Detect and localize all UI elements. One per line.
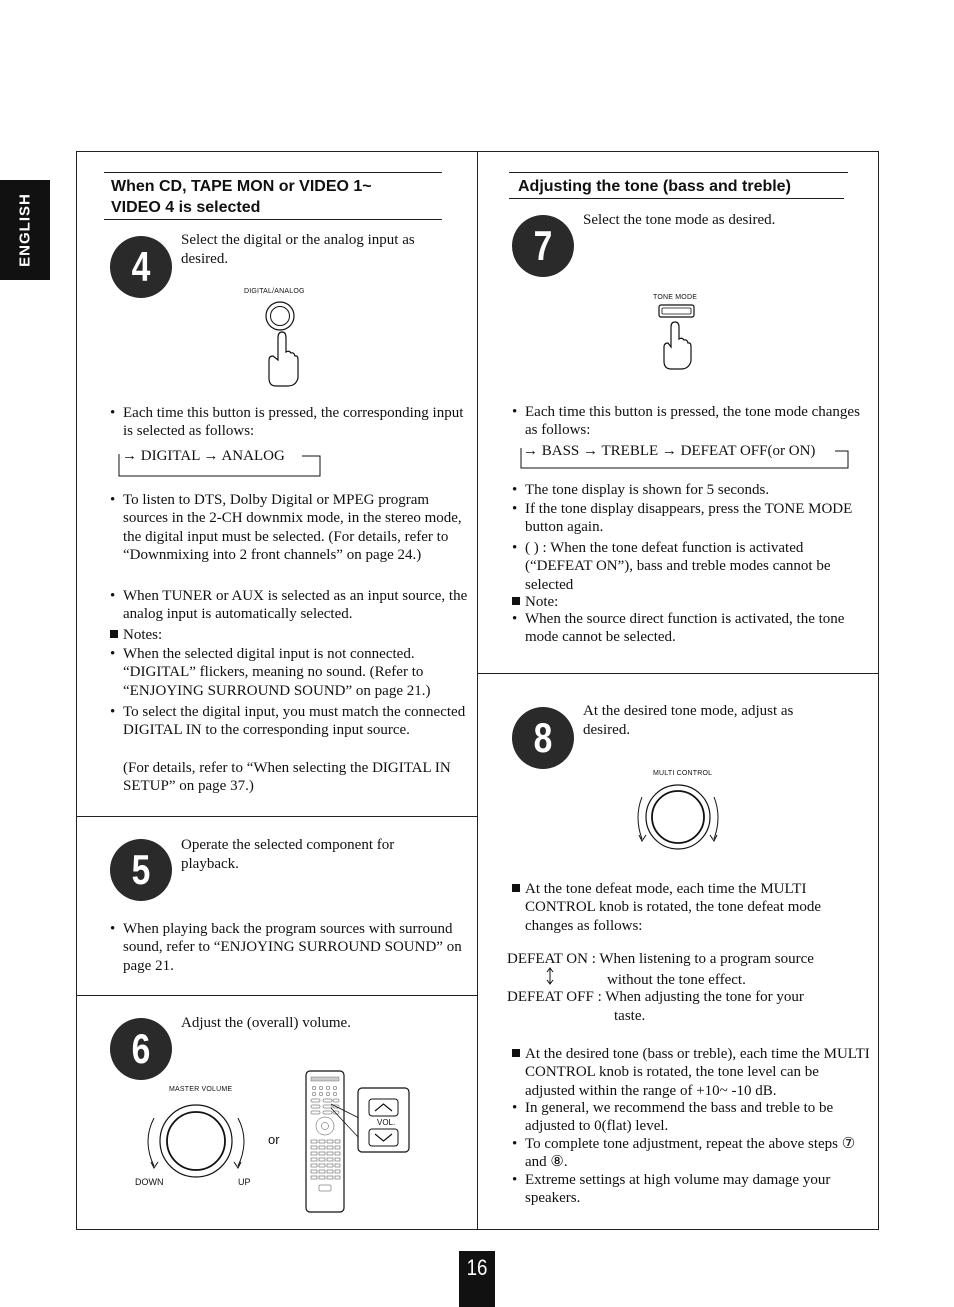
multi-control-knob-inner [652,791,704,843]
step-8-bullet-1: • In general, we recommend the bass and treble to be adjusted to 0(flat) level. [512,1099,870,1136]
step-4-bullet-3: • When TUNER or AUX is selected as an input source, the analog input is automatically selected. [110,587,468,624]
up-label: UP [238,1177,251,1187]
up-arrow-icon [234,1162,241,1168]
ccw-arrow-arc [638,797,642,839]
section-heading-left [111,176,451,218]
tone-mode-sequence: → BASS → TREBLE → DEFEAT OFF(or ON) [523,443,816,459]
defeat-off-text: DEFEAT OFF : When adjusting the tone for your [507,989,804,1005]
heading-line-1: When CD, TAPE MON or VIDEO 1~ [111,178,372,195]
master-volume-knob-illustration [140,1096,250,1186]
step-6-badge: 6 [110,1018,172,1080]
volume-down-button [369,1129,398,1146]
master-volume-knob-inner [167,1112,225,1170]
divider-step4-step5 [77,816,477,817]
defeat-off-continued: taste. [614,1008,646,1024]
cw-arrow-arc [714,797,718,839]
language-tab-label: ENGLISH [16,193,34,267]
digital-analog-button-inner [271,307,290,326]
note-2-continued: (For details, refer to “When selecting the DIGITAL IN SETUP” on page 37.) [123,760,451,795]
digital-analog-label: DIGITAL/ANALOG [244,288,305,295]
step-5-instruction: Operate the selected component for playback. [181,837,395,872]
section-heading-right: Adjusting the tone (bass and treble) [518,178,791,195]
step-5-bullet-1: • When playing back the program sources with surround sound, refer to “ENJOYING SURROUND SOUND” on page 21. [110,920,473,975]
step-7-bullet-1: • Each time this button is pressed, the tone mode changes as follows: [512,403,870,440]
down-arrow-icon [151,1162,158,1168]
step-7-instruction: Select the tone mode as desired. [583,212,776,228]
ccw-arrow-icon [639,835,646,841]
divider-step7-step8 [478,673,878,674]
or-label: or [268,1132,280,1147]
hand-pointer-icon [664,322,691,369]
step-7-note-1: • When the source direct function is activated, the tone mode cannot be selected. [512,610,870,647]
note-label: Note: [512,593,870,611]
right-heading-rule-bottom [509,198,844,199]
volume-up-button [369,1099,398,1116]
multi-control-knob-illustration [632,779,724,855]
step-8-bullet-3: • Extreme settings at high volume may damage your speakers. [512,1171,870,1208]
column-divider [477,151,478,1230]
note-1: • When the selected digital input is not connected. “DIGITAL” flickers, meaning no sound. (Refer to “ENJOYING SURROUND SOUND” on page 21.) [110,645,468,700]
down-label: DOWN [135,1177,164,1187]
heading-rule-top [104,172,442,173]
vol-label: VOL. [377,1118,396,1127]
notes-label: Notes: [110,626,468,644]
page-number-box [459,1251,495,1307]
step-8-bullet-2: • To complete tone adjustment, repeat the above steps ⑦ and ⑧. [512,1135,875,1172]
master-volume-label: MASTER VOLUME [169,1086,233,1093]
heading-rule-bottom [104,219,442,220]
defeat-on-text: DEFEAT ON : When listening to a program source [507,951,814,967]
divider-step5-step6 [77,995,477,996]
step-5-badge: 5 [110,839,172,901]
tone-mode-label: TONE MODE [653,294,698,301]
defeat-on-continued: without the tone effect. [607,972,746,988]
step-7-bullet-3: • If the tone display disappears, press the TONE MODE button again. [512,500,870,537]
step-4-instruction: Select the digital or the analog input as desired. [181,232,415,267]
heading-line-2: VIDEO 4 is selected [111,199,261,216]
up-down-arrow-icon [545,967,555,985]
step-7-bullet-4: • ( ) : When the tone defeat function is activated (“DEFEAT ON”), bass and treble modes cannot be selected [512,539,870,594]
right-heading-rule-top [509,172,848,173]
step-8-badge: 8 [512,707,574,769]
step-8-instruction: At the desired tone mode, adjust as desired. [583,703,794,738]
step-4-bullet-2: • To listen to DTS, Dolby Digital or MPEG program sources in the 2-CH downmix mode, in the stereo mode, the digital input must be selected. (For details, refer to “Downmixing into 2 front channels” on page 24.) [110,491,468,564]
step-7-bullet-2: • The tone display is shown for 5 seconds. [512,481,870,499]
hand-pointer-icon [269,332,298,386]
step-8-square-note-1: At the tone defeat mode, each time the MULTI CONTROL knob is rotated, the tone defeat mode changes as follows: [512,880,870,935]
cw-arrow-icon [710,835,717,841]
note-2: • To select the digital input, you must match the connected DIGITAL IN to the corresponding input source. [110,703,468,740]
down-arrow-arc [148,1118,154,1166]
step-7-badge: 7 [512,215,574,277]
up-arrow-arc [238,1118,244,1166]
step-4-bullet-1: • Each time this button is pressed, the corresponding input is selected as follows: [110,404,468,441]
step-4-badge: 4 [110,236,172,298]
digital-analog-button-illustration [262,298,302,388]
tone-mode-button-illustration [656,303,698,373]
digital-analog-sequence: → DIGITAL → ANALOG [122,448,285,464]
step-6-instruction: Adjust the (overall) volume. [181,1015,351,1031]
multi-control-label: MULTI CONTROL [653,770,713,777]
page-number: 16 [466,1255,488,1280]
step-8-square-note-2: At the desired tone (bass or treble), each time the MULTI CONTROL knob is rotated, the tone level can be adjusted within the range of +10~ -10 dB. [512,1045,870,1100]
language-tab [0,180,50,280]
remote-control-illustration [303,1068,413,1216]
